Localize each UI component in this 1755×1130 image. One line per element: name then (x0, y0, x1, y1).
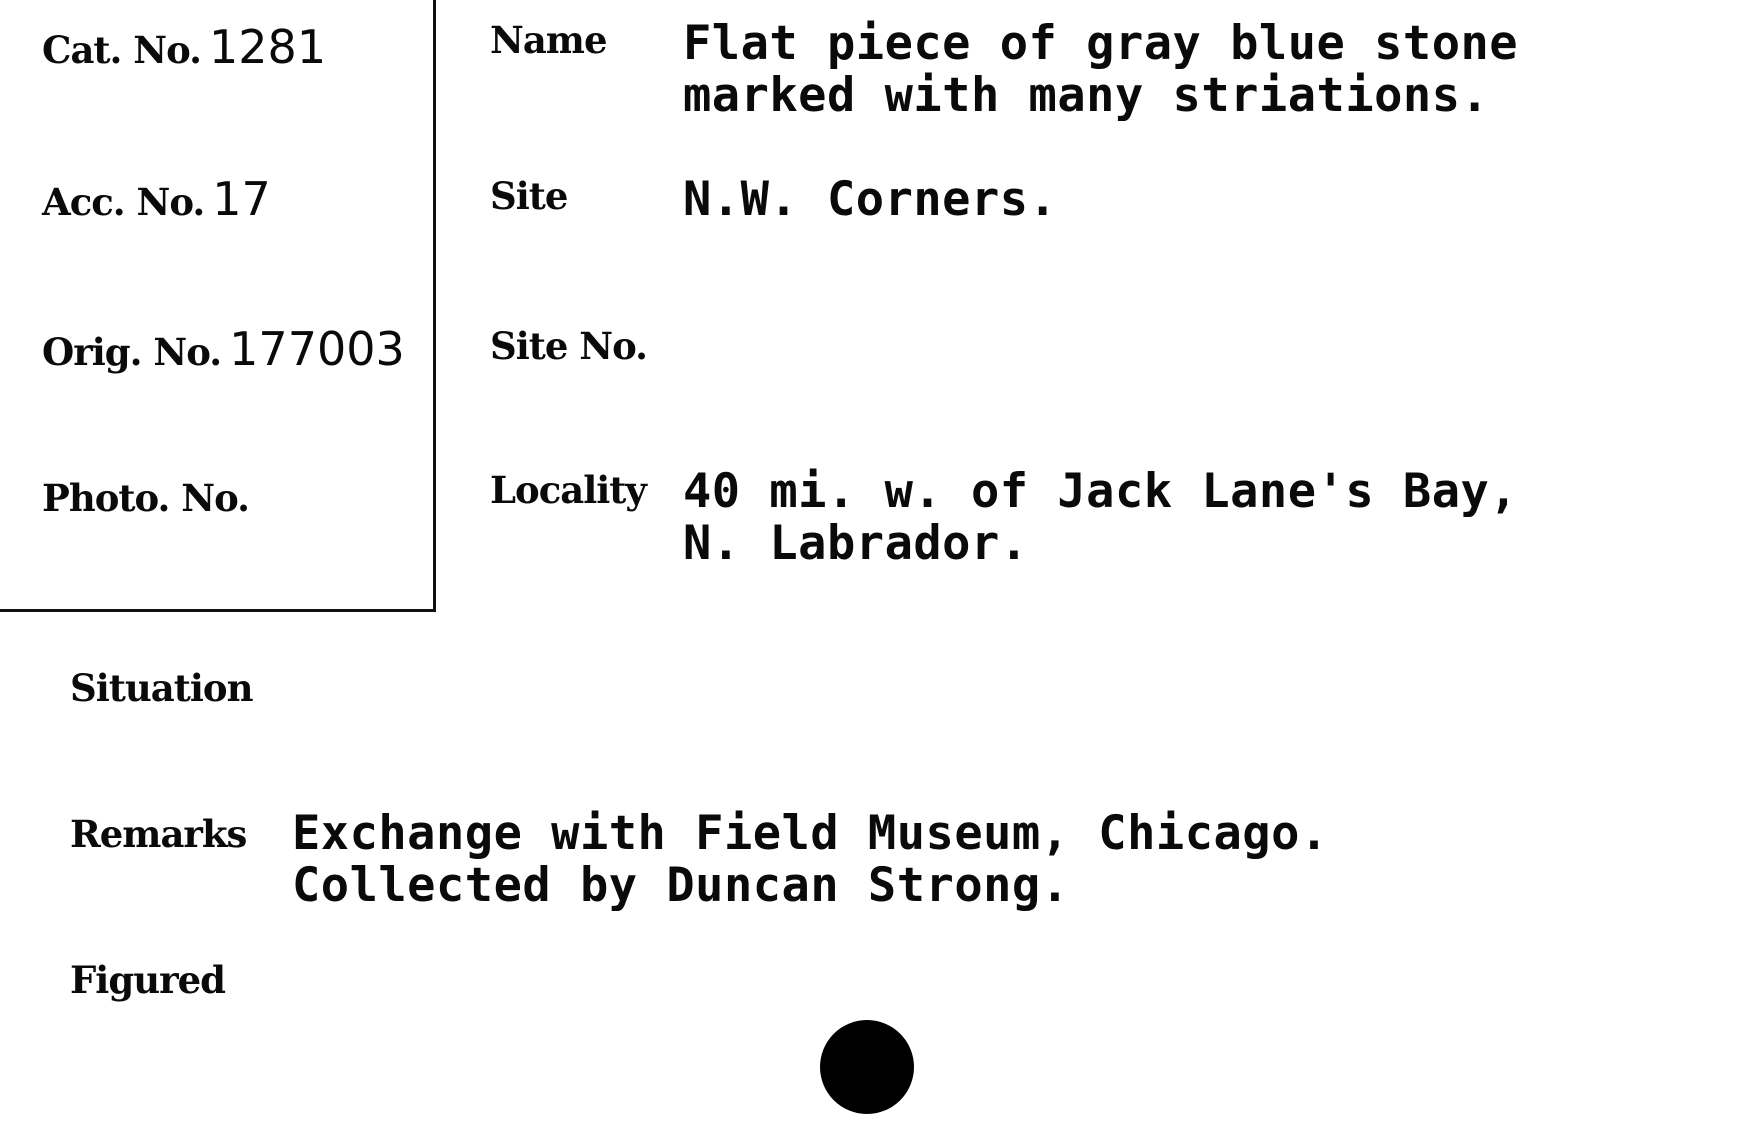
site-label: Site (490, 174, 568, 218)
site-no-label: Site No. (490, 324, 648, 368)
photo-no-field (42, 468, 257, 522)
site-value: N.W. Corners. (683, 172, 1058, 227)
acc-no-value: 17 (212, 172, 271, 226)
orig-no-label: Orig. No. (42, 330, 222, 374)
name-value-line1: Flat piece of gray blue stone (683, 16, 1519, 71)
orig-no-value: 177003 (229, 322, 405, 376)
locality-value-line1: 40 mi. w. of Jack Lane's Bay, (683, 464, 1519, 519)
orig-no-field (42, 322, 405, 376)
name-label: Name (490, 18, 607, 62)
figured-label: Figured (70, 958, 226, 1002)
locality-value-line2: N. Labrador. (683, 516, 1029, 571)
acc-no-field (42, 172, 271, 226)
photo-no-label: Photo. No. (42, 476, 250, 520)
locality-label: Locality (490, 468, 646, 512)
remarks-value-line1: Exchange with Field Museum, Chicago. (292, 806, 1329, 861)
cat-no-value: 1281 (209, 20, 327, 74)
cat-no-field (42, 20, 326, 74)
acc-no-label: Acc. No. (42, 180, 205, 224)
remarks-label: Remarks (70, 812, 247, 856)
punch-hole (820, 1020, 914, 1114)
situation-label: Situation (70, 666, 253, 710)
remarks-value-line2: Collected by Duncan Strong. (292, 858, 1070, 913)
name-value-line2: marked with many striations. (683, 68, 1490, 123)
cat-no-label: Cat. No. (42, 28, 202, 72)
